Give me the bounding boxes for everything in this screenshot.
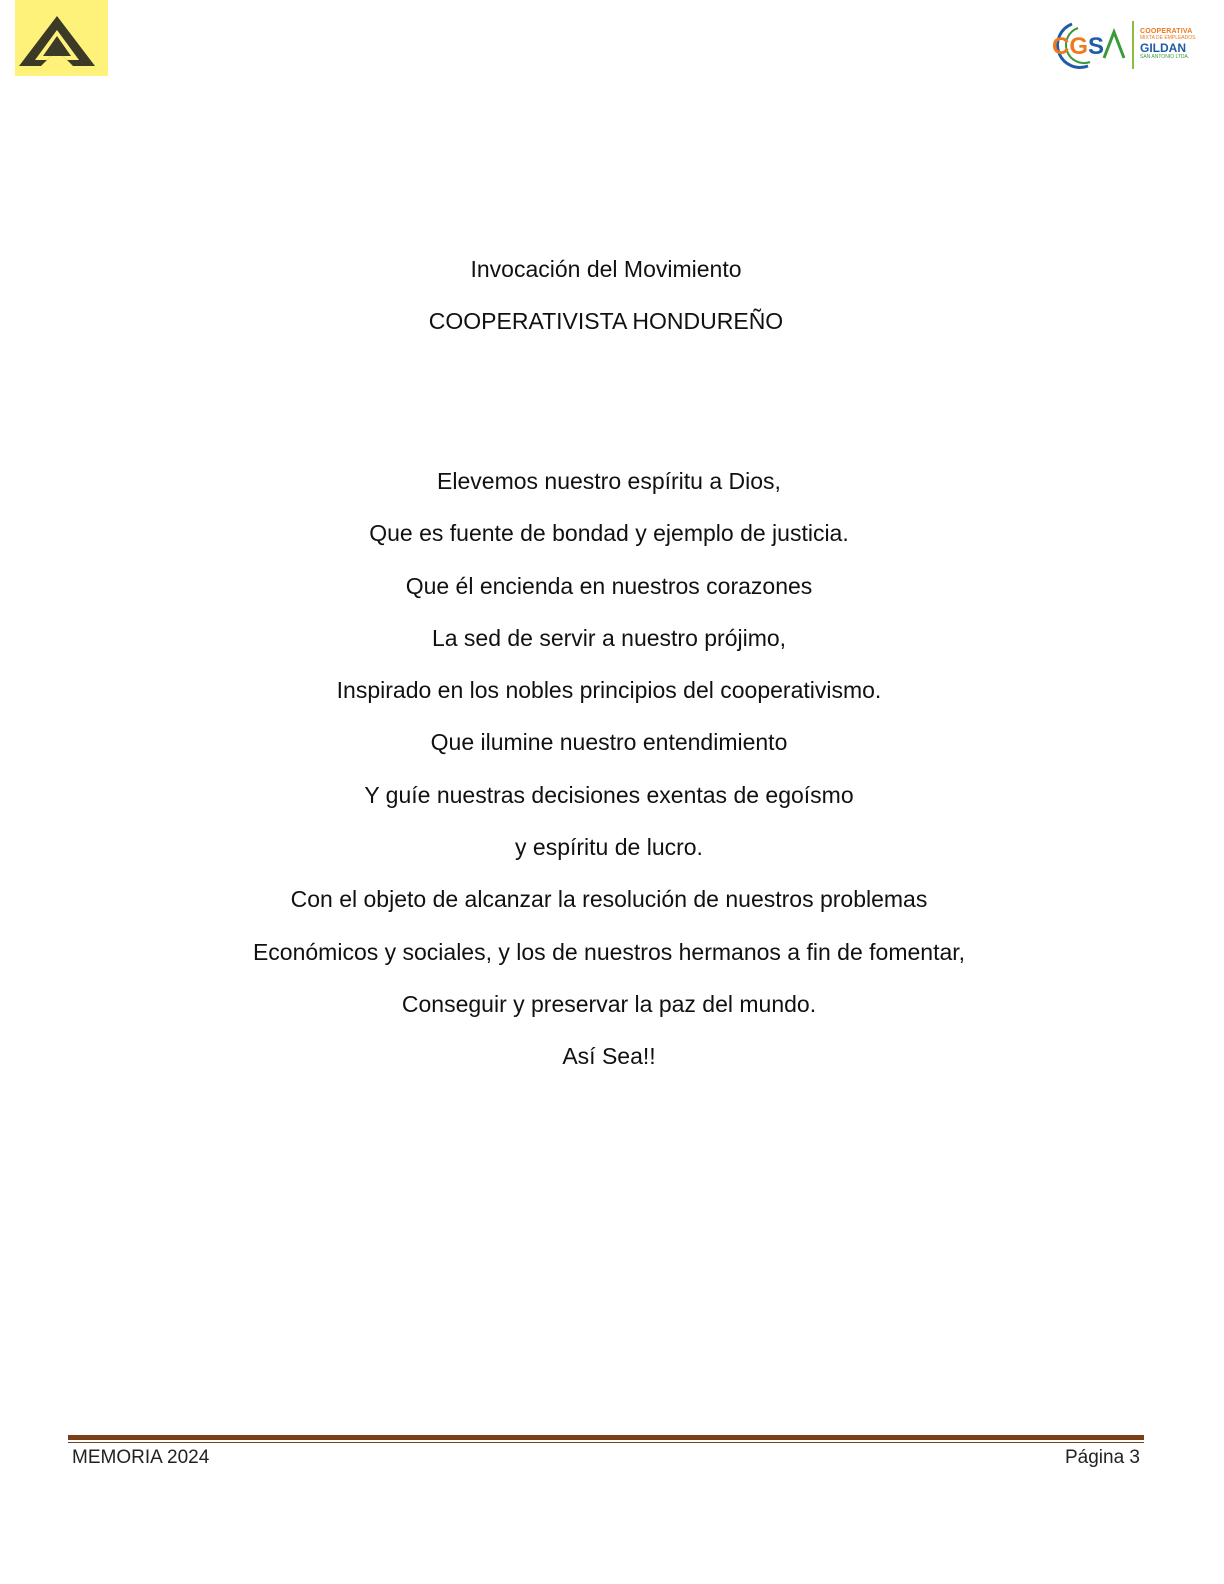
document-title-line-2: COOPERATIVISTA HONDUREÑO — [428, 308, 784, 334]
footer-rule — [68, 1435, 1144, 1440]
svg-text:CG: CG — [1052, 33, 1088, 60]
brand-line-2: MIXTA DE EMPLEADOS — [1140, 35, 1196, 41]
cgsa-logo — [1044, 18, 1210, 72]
document-title-line-1: Invocación del Movimiento — [470, 256, 742, 282]
footer-page-number: Página 3 — [1064, 1447, 1140, 1468]
poem-line: Conseguir y preservar la paz del mundo. — [401, 990, 817, 1017]
poem-line: Así Sea!! — [562, 1043, 656, 1070]
pine-tree-logo-icon — [15, 0, 108, 76]
poem-line: Que él encienda en nuestros corazones — [405, 572, 813, 599]
svg-text:S: S — [1088, 33, 1105, 60]
cgsa-brand-text — [1140, 28, 1210, 60]
poem-line: Económicos y sociales, y los de nuestros hermanos a fin de fomentar, — [252, 938, 966, 965]
brand-line-1: COOPERATIVA — [1140, 28, 1193, 35]
poem-line: Elevemos nuestro espíritu a Dios, — [437, 468, 781, 494]
poem-line: La sed de servir a nuestro prójimo, — [431, 624, 787, 651]
brand-line-4: SAN ANTONIO LTDA. — [1140, 54, 1190, 60]
footer-rule-thin — [68, 1442, 1144, 1443]
poem-line: Que ilumine nuestro entendimiento — [430, 729, 788, 756]
poem-line: Y guíe nuestras decisiones exentas de egoísmo — [364, 781, 854, 808]
invocation-poem — [0, 464, 1218, 1092]
cgsa-logo-icon — [1044, 18, 1128, 72]
footer-document-name: MEMORIA 2024 — [72, 1447, 210, 1468]
poem-line: y espíritu de lucro. — [515, 834, 703, 861]
poem-line: Que es fuente de bondad y ejemplo de justicia. — [369, 520, 849, 547]
logo-divider — [1132, 21, 1134, 69]
poem-line: Con el objeto de alcanzar la resolución de nuestros problemas — [290, 886, 928, 913]
brand-line-3: GILDAN — [1140, 41, 1186, 55]
poem-line: Inspirado en los nobles principios del cooperativismo. — [336, 677, 882, 704]
